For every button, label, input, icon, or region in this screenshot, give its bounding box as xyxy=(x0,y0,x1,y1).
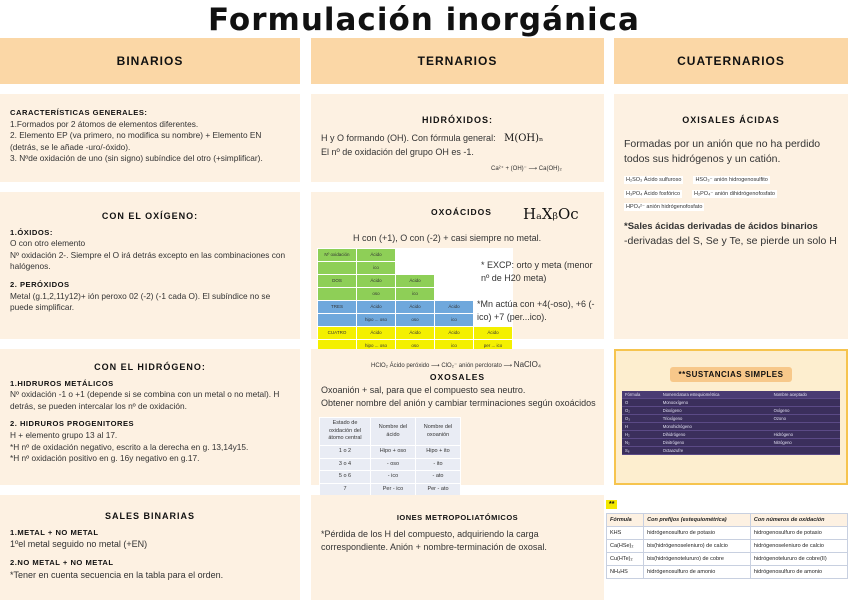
table-cell: Dinitrógeno xyxy=(660,439,771,447)
table-cell: hidrógenoseleniuro de calcio xyxy=(750,540,847,553)
hidruros-metalicos-title: 1.HIDRUROS METÁLICOS xyxy=(10,378,114,388)
grid-cell xyxy=(318,262,357,275)
table-cell xyxy=(771,423,840,431)
sales-binarias-box xyxy=(0,495,300,600)
caracteristicas-title: CARACTERÍSTICAS GENERALES: xyxy=(10,108,148,117)
table-row xyxy=(622,407,840,415)
table-cell: Octaazufre xyxy=(660,447,771,455)
table-cell: Nitrógeno xyxy=(771,439,840,447)
oxisales-note2: -derivadas del S, Se y Te, se pierde un solo H xyxy=(624,234,837,247)
oxidos-line: Nº oxidación 2-. Siempre el O irá detrás excepto en las combinaciones con halógenos. xyxy=(10,249,286,272)
table-cell: Monooxígeno xyxy=(660,399,771,407)
example-row xyxy=(624,191,838,199)
reaction-arrow-icon: ⟶ xyxy=(503,363,513,369)
grid-cell: Ácido xyxy=(435,301,474,314)
table-header-cell: Con prefijos (estequiométrica) xyxy=(644,514,751,527)
table-cell: - oso xyxy=(371,458,416,471)
caracteristicas-line: 1.Formados por 2 átomos de elementos diferentes. xyxy=(10,118,199,129)
table-cell: Per - ico xyxy=(371,484,416,497)
oxigeno-title: CON EL OXÍGENO: xyxy=(101,211,199,221)
table-cell: Oxígeno xyxy=(771,407,840,415)
table-cell: Per - ato xyxy=(416,484,461,497)
table-header-row xyxy=(607,514,848,527)
table-cell: O₂ xyxy=(622,407,660,415)
table-cell: Cu(HTe)₂ xyxy=(607,553,644,566)
table-cell: bis(hidrógenotelururo) de cobre xyxy=(644,553,751,566)
grid-cell xyxy=(435,262,474,275)
table-row xyxy=(320,471,461,484)
table-cell: hidrógenotelururo de cobre(II) xyxy=(750,553,847,566)
example-item: HSO₃⁻ anión hidrogenosulfito xyxy=(695,177,768,184)
hidroxidos-reaction xyxy=(491,165,562,173)
hidruros-progenitores-line: *H nº de oxidación negativo, escrito a la derecha en g. 13,14y15. xyxy=(10,441,249,452)
grid-cell xyxy=(435,288,474,301)
table-header-cell: Estado de oxidación del átomo central xyxy=(320,418,371,446)
table-cell: hidrógenosulfuro de amonio xyxy=(750,566,847,579)
no-metal-no-metal-line: *Tener en cuenta secuencia en la tabla para el orden. xyxy=(10,569,224,580)
oxoacidos-box xyxy=(311,192,604,348)
table-row xyxy=(622,423,840,431)
hidruros-progenitores-line: H + elemento grupo 13 al 17. xyxy=(10,430,118,441)
oxoacidos-title: OXOÁCIDOS xyxy=(431,207,492,217)
table-cell: Ozono xyxy=(771,415,840,423)
header-binarios: BINARIOS xyxy=(0,38,300,84)
grid-cell: per ... ico xyxy=(474,340,513,353)
grid-cell xyxy=(435,249,474,262)
grid-cell: TRES xyxy=(318,301,357,314)
grid-cell: Ácido xyxy=(396,301,435,314)
grid-cell: Ácido xyxy=(357,249,396,262)
table-header-cell: Nombre del oxoanión xyxy=(416,418,461,446)
table-header-cell: Fórmula xyxy=(607,514,644,527)
oxidos-title: 1.ÓXIDOS: xyxy=(10,227,53,237)
caracteristicas-box xyxy=(0,94,300,182)
peroxidos-line: Metal (g.1,2,11y12)+ ión peroxo 02 (-2) (-1 cada O). El subíndice no se puede simplificar. xyxy=(10,290,271,313)
grid-cell: ico xyxy=(396,288,435,301)
grid-cell xyxy=(435,275,474,288)
table-cell: Dioxígeno xyxy=(660,407,771,415)
oxosales-line2: Obtener nombre del anión y cambiar terminaciones según oxoácidos xyxy=(321,398,596,409)
grid-cell: Ácido xyxy=(357,275,396,288)
table-header-row xyxy=(622,391,840,399)
table-header-cell: Nombre del ácido xyxy=(371,418,416,446)
table-cell: O xyxy=(622,399,660,407)
grid-cell: hipo ... oso xyxy=(357,340,396,353)
reaction-left: Ca²⁺ + (OH)⁻ xyxy=(491,166,527,172)
table-cell: hidrógenosulfuro de amonio xyxy=(644,566,751,579)
table-row xyxy=(622,447,840,455)
caracteristicas-line: 3. Nºde oxidación de uno (sin signo) subíndice del otro (+simplificar). xyxy=(10,153,263,164)
table-cell: KHS xyxy=(607,527,644,540)
table-header-cell: Nombre aceptado xyxy=(771,391,840,399)
table-cell: Hipo + oso xyxy=(371,446,416,459)
table-cell: NH₄HS xyxy=(607,566,644,579)
badge: ** xyxy=(606,500,617,509)
hidruros-metalicos-line: Nº oxidación -1 o +1 (depende si se combina con un metal o no metal). H detrás, se pueden intercalar los nº de oxidación. xyxy=(10,389,280,411)
example-item: HPO₄²⁻ anión hidrógenofosfato xyxy=(626,204,703,211)
no-metal-no-metal-title: 2.NO METAL + NO METAL xyxy=(10,558,114,568)
oxisales-examples xyxy=(624,177,838,212)
table-cell: Hidrógeno xyxy=(771,431,840,439)
page-title: Formulación inorgánica xyxy=(208,2,640,38)
table-cell: H₂ xyxy=(622,431,660,439)
oxisales-title: OXISALES ÁCIDAS xyxy=(682,115,780,125)
grid-row xyxy=(318,327,513,340)
hidrogeno-box xyxy=(0,349,300,485)
example-item: H₂SO₃ Ácido sulfuroso xyxy=(626,177,682,184)
table-cell: - ico xyxy=(371,471,416,484)
table-row xyxy=(607,527,848,540)
table-cell: H xyxy=(622,423,660,431)
table-cell: hidrogenosulfuro de potasio xyxy=(750,527,847,540)
table-row xyxy=(607,553,848,566)
grid-cell: oso xyxy=(357,288,396,301)
table-cell: - ito xyxy=(416,458,461,471)
grid-cell: ico xyxy=(435,340,474,353)
reaction-a: HClO₂ Ácido peróxido xyxy=(371,363,430,369)
grid-cell: DOS xyxy=(318,275,357,288)
oxoacidos-note2: *Mn actúa con +4(-oso), +6 (-ico) +7 (per...ico). xyxy=(477,299,595,323)
table-row xyxy=(622,431,840,439)
table-cell: N₂ xyxy=(622,439,660,447)
oxoacidos-formula: HₐXᵦOc xyxy=(523,205,579,223)
table-cell: Trioxígeno xyxy=(660,415,771,423)
hidroxidos-formula: M(OH)ₙ xyxy=(504,132,544,144)
hidruros-progenitores-line: *H nº oxidación positivo en g. 16y negativo en g.17. xyxy=(10,453,200,464)
grid-cell: Nº oxidación xyxy=(318,249,357,262)
oxoacidos-note1: * EXCP: orto y meta (menor nº de H20 meta) xyxy=(481,260,593,284)
table-cell: Monohidrógeno xyxy=(660,423,771,431)
table-row xyxy=(320,446,461,459)
sustancias-title: **SUSTANCIAS SIMPLES xyxy=(670,367,792,382)
table-cell: 1 o 2 xyxy=(320,446,371,459)
hidroxidos-line1 xyxy=(321,132,594,146)
example-item: H₂PO₄⁻ anión dihidrógenofosfato xyxy=(694,190,775,197)
table-cell xyxy=(771,447,840,455)
oxosales-line1: Oxoanión + sal, para que el compuesto sea neutro. xyxy=(321,385,526,395)
table-row xyxy=(320,458,461,471)
iones-box xyxy=(311,495,604,600)
reaction-c: NaClO₄ xyxy=(513,360,542,369)
example-row xyxy=(624,204,838,212)
oxosales-table xyxy=(319,417,461,497)
reaction-arrow-icon: ⟶ xyxy=(528,166,538,172)
table-cell: - ato xyxy=(416,471,461,484)
reaction-right: Ca(OH)₂ xyxy=(538,166,562,172)
oxisales-box xyxy=(614,94,848,339)
example-row xyxy=(624,177,838,185)
header-cuaternarios: CUATERNARIOS xyxy=(614,38,848,84)
oxosales-box xyxy=(311,349,604,493)
grid-cell: Ácido xyxy=(474,327,513,340)
table-cell: 5 o 6 xyxy=(320,471,371,484)
sustancias-simples-box xyxy=(614,349,848,485)
iones-line: *Pérdida de los H del compuesto, adquiriendo la carga correspondiente. Anión + nombre-terminación de oxosal. xyxy=(321,528,547,552)
grid-cell: Ácido xyxy=(435,327,474,340)
iones-title: IONES METROPOLIATÓMICOS xyxy=(396,513,519,522)
grid-cell: Ácido xyxy=(357,301,396,314)
grid-cell: Ácido xyxy=(357,327,396,340)
peroxidos-title: 2. PERÓXIDOS xyxy=(10,280,70,290)
hidroxidos-title: HIDRÓXIDOS: xyxy=(421,115,493,125)
table-cell: hidrógenosulfuro de potasio xyxy=(644,527,751,540)
example-item: H₃PO₄ Ácido fosfórico xyxy=(626,190,681,197)
grid-cell xyxy=(396,249,435,262)
grid-cell: Ácido xyxy=(396,327,435,340)
oxisales-line: Formadas por un anión que no ha perdido todos sus hidrógenos y un catión. xyxy=(624,137,821,165)
oxoacidos-line: H con (+1), O con (-2) + casi siempre no metal. xyxy=(353,233,542,243)
grid-cell xyxy=(318,314,357,327)
table-header-row xyxy=(320,418,461,446)
grid-cell: CUATRO xyxy=(318,327,357,340)
caracteristicas-line: 2. Elemento EP (va primero, no modifica su nombre) + Elemento EN (detrás, se le añade -uro/-óxido). xyxy=(10,130,262,152)
reaction-b: ClO₂⁻ anión perclorato xyxy=(441,363,502,369)
oxosales-title: OXOSALES xyxy=(429,372,486,382)
table-row xyxy=(607,540,848,553)
sales-binarias-title: SALES BINARIAS xyxy=(104,511,195,521)
table-header-cell: Nomenclatura estequiométrica xyxy=(660,391,771,399)
table-cell: Dihidrógeno xyxy=(660,431,771,439)
table-header-cell: Con números de oxidación xyxy=(750,514,847,527)
metal-no-metal-title: 1.METAL + NO METAL xyxy=(10,527,99,537)
grid-cell: oso xyxy=(396,340,435,353)
table-header-cell: Fórmula xyxy=(622,391,660,399)
table-cell: Hipo + ito xyxy=(416,446,461,459)
table-cell: bis(hidrógenoseleniuro) de calcio xyxy=(644,540,751,553)
table-cell: O₃ xyxy=(622,415,660,423)
sustancias-table xyxy=(622,391,840,455)
grid-cell: hipo ... oso xyxy=(357,314,396,327)
grid-cell xyxy=(396,262,435,275)
sales-binarias-acidas-table xyxy=(606,513,848,579)
reaction-arrow-icon: ⟶ xyxy=(431,363,440,369)
grid-cell: ico xyxy=(435,314,474,327)
hidroxidos-box xyxy=(311,94,604,182)
grid-cell: oso xyxy=(396,314,435,327)
table-cell: 7 xyxy=(320,484,371,497)
table-cell: S₈ xyxy=(622,447,660,455)
table-cell: 3 o 4 xyxy=(320,458,371,471)
hidrogeno-title: CON EL HIDRÓGENO: xyxy=(94,362,206,372)
oxisales-note1: *Sales ácidas derivadas de ácidos binarios xyxy=(624,221,818,233)
header-ternarios: TERNARIOS xyxy=(311,38,604,84)
grid-cell: ico xyxy=(357,262,396,275)
oxidos-line: O con otro elemento xyxy=(10,238,86,249)
table-row xyxy=(622,399,840,407)
metal-no-metal-line: 1ºel metal seguido no metal (+EN) xyxy=(10,539,148,550)
table-row xyxy=(622,439,840,447)
oxosales-text xyxy=(321,384,596,410)
hidruros-progenitores-title: 2. HIDRUROS PROGENITORES xyxy=(10,419,135,429)
hidroxidos-text: H y O formando (OH). Con fórmula general: xyxy=(321,132,496,143)
table-row xyxy=(607,566,848,579)
oxosales-reaction xyxy=(371,359,541,370)
table-row xyxy=(622,415,840,423)
grid-cell: Ácido xyxy=(396,275,435,288)
table-cell xyxy=(771,399,840,407)
oxigeno-box xyxy=(0,192,300,339)
hidroxidos-line2: El nº de oxidación del grupo OH es -1. xyxy=(321,146,474,157)
table-cell: Ca(HSe)₂ xyxy=(607,540,644,553)
grid-cell xyxy=(318,288,357,301)
